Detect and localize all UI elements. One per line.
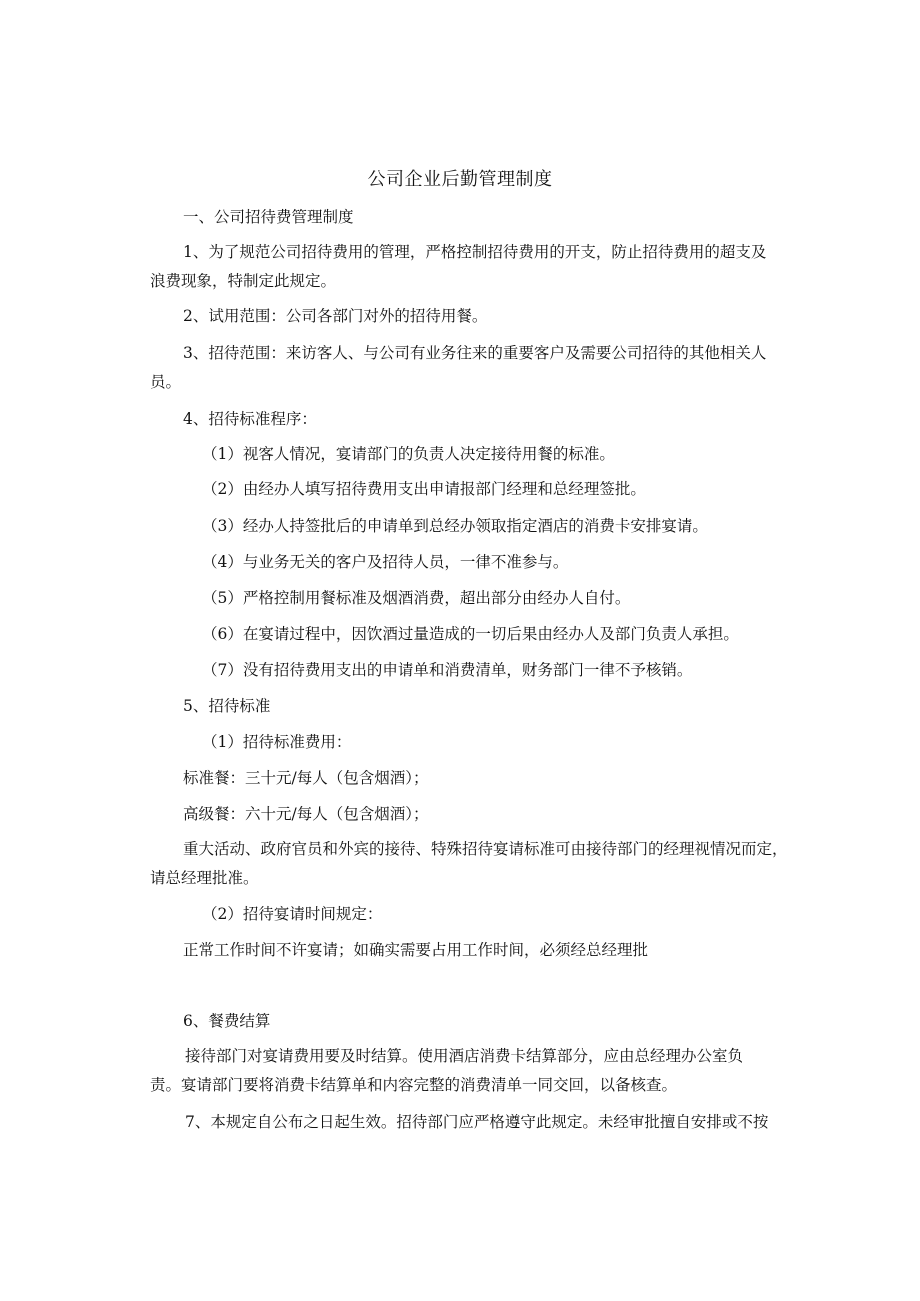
standard-meal-line: 标准餐：三十元/每人（包含烟酒）； (183, 769, 429, 787)
paragraph-6-line-1: 接待部门对宴请费用要及时结算。使用酒店消费卡结算部分，应由总经理办公室负 (185, 1047, 744, 1065)
paragraph-2: 2、试用范围：公司各部门对外的招待用餐。 (183, 307, 488, 325)
procedure-item: （4）与业务无关的客户及招待人员，一律不准参与。 (202, 553, 569, 571)
standard-cost-subheading: （1）招待标准费用： (202, 733, 352, 751)
paragraph-6-line-2: 责。宴请部门要将消费卡结算单和内容完整的消费清单一同交回，以备核查。 (150, 1076, 678, 1094)
major-events-line-1: 重大活动、政府官员和外宾的接待、特殊招待宴请标准可由接待部门的经理视情况而定， (183, 840, 788, 858)
premium-meal-line: 高级餐：六十元/每人（包含烟酒）； (183, 805, 429, 823)
procedure-item: （7）没有招待费用支出的申请单和消费清单，财务部门一律不予核销。 (202, 661, 693, 679)
paragraph-6-heading: 6、餐费结算 (183, 1012, 271, 1030)
paragraph-3-line-2: 员。 (150, 373, 182, 391)
procedure-item: （1）视客人情况，宴请部门的负责人决定接待用餐的标准。 (202, 445, 615, 463)
procedure-item: （2）由经办人填写招待费用支出申请报部门经理和总经理签批。 (202, 480, 646, 498)
paragraph-4-heading: 4、招待标准程序： (183, 410, 317, 428)
major-events-line-2: 请总经理批准。 (150, 869, 259, 887)
paragraph-3-line-1: 3、招待范围：来访客人、与公司有业务往来的重要客户及需要公司招待的其他相关人 (183, 344, 767, 362)
procedure-item: （3）经办人持签批后的申请单到总经办领取指定酒店的消费卡安排宴请。 (202, 517, 708, 535)
section-heading: 一、公司招待费管理制度 (183, 208, 354, 226)
paragraph-7: 7、本规定自公布之日起生效。招待部门应严格遵守此规定。未经审批擅自安排或不按 (185, 1113, 769, 1131)
paragraph-5-heading: 5、招待标准 (183, 697, 271, 715)
banquet-time-subheading: （2）招待宴请时间规定： (202, 905, 383, 923)
paragraph-1-line-1: 1、为了规范公司招待费用的管理，严格控制招待费用的开支，防止招待费用的超支及 (183, 243, 767, 261)
document-title: 公司企业后勤管理制度 (367, 169, 553, 190)
procedure-item: （5）严格控制用餐标准及烟酒消费，超出部分由经办人自付。 (202, 589, 631, 607)
paragraph-1-line-2: 浪费现象，特制定此规定。 (150, 272, 337, 290)
banquet-time-rule: 正常工作时间不许宴请；如确实需要占用工作时间，必须经总经理批 (183, 941, 649, 959)
procedure-item: （6）在宴请过程中，因饮酒过量造成的一切后果由经办人及部门负责人承担。 (202, 625, 739, 643)
